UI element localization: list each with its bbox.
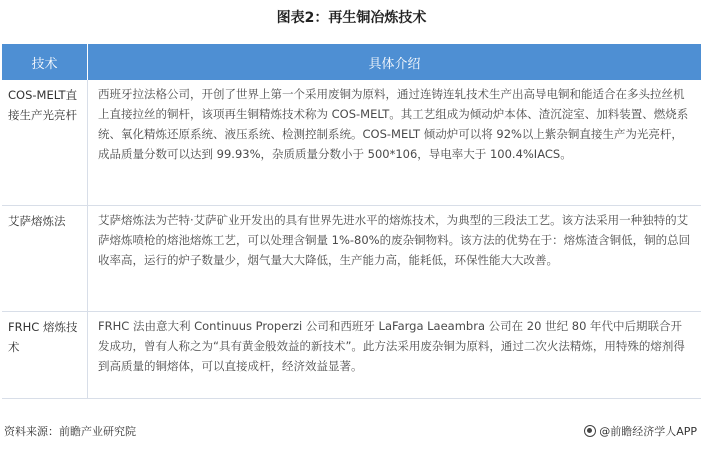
tech-name: COS-MELT直接生产光亮杆 — [2, 80, 88, 206]
table-row — [2, 80, 701, 206]
tech-name: 艾萨熔炼法 — [2, 206, 88, 312]
header-description: 具体介绍 — [88, 44, 702, 80]
tech-name: FRHC 熔炼技术 — [2, 312, 88, 399]
tech-description: 艾萨熔炼法为芒特·艾萨矿业开发出的具有世界先进水平的熔炼技术，为典型的三段法工艺。该方法采用一种独特的艾萨熔炼喷枪的熔池熔炼工艺，可以处理含铜量 1%-80%的废杂铜物料。该方法的优势在于：熔炼渣含铜低，铜的总回收率高，运行的炉子数量少，烟气量大大降低，生产能力高，能耗低，环保性能大大改善。 — [88, 206, 702, 312]
header-technology: 技术 — [2, 44, 88, 80]
table-header-row — [2, 44, 701, 80]
tech-description: FRHC 法由意大利 Continuus Properzi 公司和西班牙 LaFarga Laeambra 公司在 20 世纪 80 年代中后期联合开发成功，曾有人称之为“具有黄金般效益的新技术”。此方法采用废杂铜为原料，通过二次火法精炼，用特殊的熔剂得到高质量的铜熔体，可以直接成杆，经济效益显著。 — [88, 312, 702, 399]
table-row — [2, 312, 701, 399]
tech-table — [2, 44, 701, 399]
chart-title: 图表2：再生铜冶炼技术 — [276, 10, 427, 26]
source-note: 资料来源：前瞻产业研究院 — [4, 425, 136, 438]
brand-logo-icon — [584, 425, 596, 437]
tech-description: 西班牙拉法格公司，开创了世界上第一个采用废铜为原料，通过连铸连轧技术生产出高导电铜和能适合在多头拉丝机上直接拉丝的铜杆，该项再生铜精炼技术称为 COS-MELT。其工艺组成为倾动炉本体、渣沉淀室、加料装置、燃烧系统、氧化精炼还原系统、液压系统、检测控制系统。COS-MELT 倾动炉可以将 92%以上紫杂铜直接生产为光亮杆，成品质量分数可以达到 99.93%，杂质质量分数小于 500*106，导电率大于 100.4%IACS。 — [88, 80, 702, 206]
table-row — [2, 206, 701, 312]
brand-text: @前瞻经济学人APP — [599, 425, 697, 438]
brand-logo — [584, 423, 697, 439]
